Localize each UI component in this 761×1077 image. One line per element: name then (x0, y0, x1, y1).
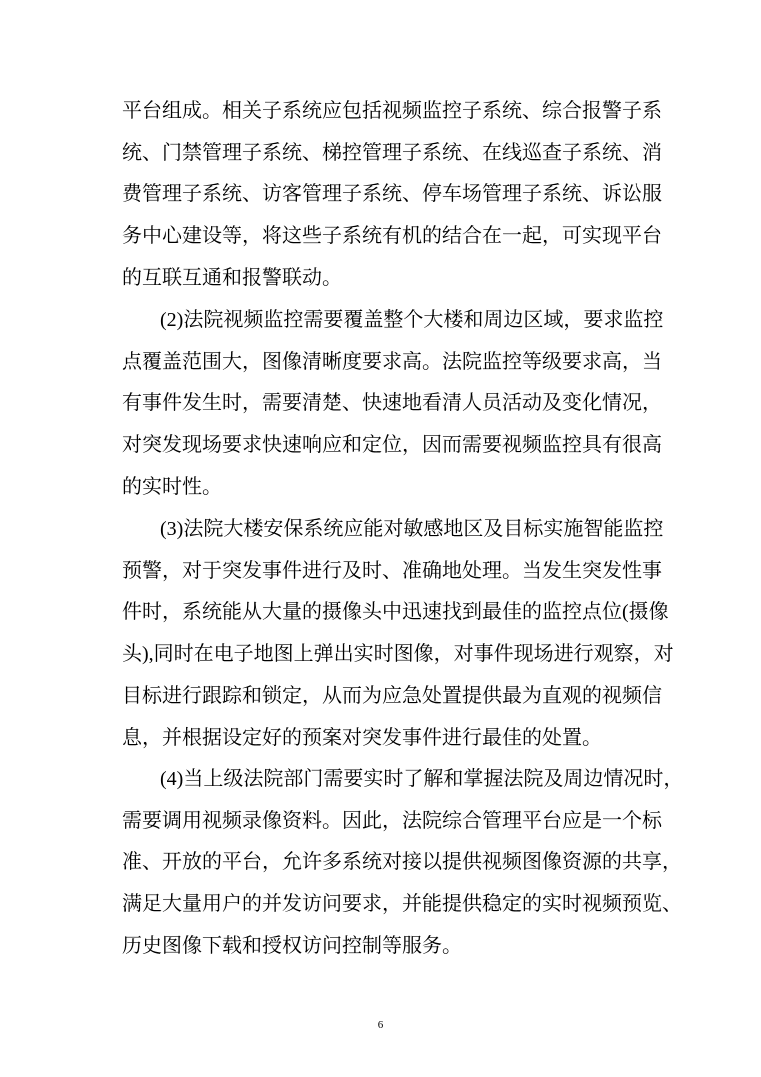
text-line: 的互联互通和报警联动。 (122, 266, 342, 289)
text-line: (4)当上级法院部门需要实时了解和掌握法院及周边情况时， (160, 768, 684, 790)
text-line: 对突发现场要求快速响应和定位，因而需要视频监控具有很高 (122, 434, 662, 457)
text-line: 的实时性。 (122, 475, 222, 498)
text-line: 点覆盖范围大，图像清晰度要求高。法院监控等级要求高，当 (122, 350, 662, 373)
text-line: 件时，系统能从大量的摄像头中迅速找到最佳的监控点位(摄像 (122, 601, 669, 624)
text-line: 有事件发生时，需要清楚、快速地看清人员活动及变化情况， (122, 392, 662, 415)
text-line: 平台组成。相关子系统应包括视频监控子系统、综合报警子系 (122, 100, 662, 122)
text-line: (3)法院大楼安保系统应能对敏感地区及目标实施智能监控 (160, 518, 664, 540)
text-line: 预警，对于突发事件进行及时、准确地处理。当发生突发性事 (122, 559, 662, 582)
text-line: 息，并根据设定好的预案对突发事件进行最佳的处置。 (122, 726, 602, 749)
text-line: (2)法院视频监控需要覆盖整个大楼和周边区域，要求监控 (160, 309, 664, 331)
text-line: 历史图像下载和授权访问控制等服务。 (122, 934, 462, 957)
page-number: 6 (377, 1019, 384, 1031)
text-line: 满足大量用户的并发访问要求，并能提供稳定的实时视频预览、 (122, 893, 682, 916)
text-line: 头),同时在电子地图上弹出实时图像，对事件现场进行观察，对 (122, 643, 674, 666)
text-line: 需要调用视频录像资料。因此，法院综合管理平台应是一个标 (122, 809, 662, 832)
text-line: 统、门禁管理子系统、梯控管理子系统、在线巡查子系统、消 (122, 141, 662, 164)
text-line: 费管理子系统、访客管理子系统、停车场管理子系统、诉讼服 (122, 183, 662, 206)
text-line: 目标进行跟踪和锁定，从而为应急处置提供最为直观的视频信 (122, 684, 662, 707)
text-line: 务中心建设等，将这些子系统有机的结合在一起，可实现平台 (122, 225, 662, 248)
text-line: 准、开放的平台，允许多系统对接以提供视频图像资源的共享， (122, 851, 682, 874)
